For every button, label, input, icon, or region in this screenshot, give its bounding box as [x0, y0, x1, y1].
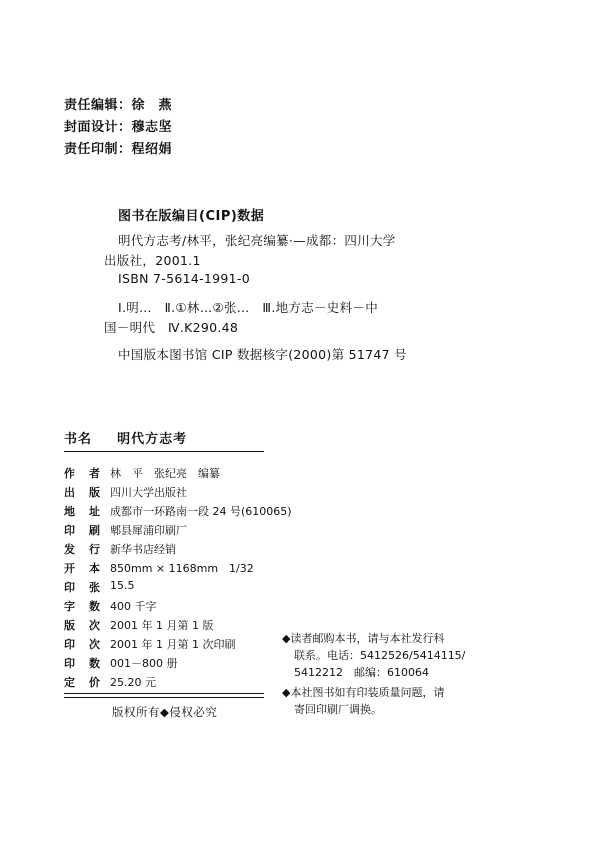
title-rule: [64, 451, 264, 452]
book-name-label: 书名: [64, 432, 93, 447]
spec-value-publisher: 四川大学出版社: [110, 486, 187, 499]
spec-value-sheets: 15.5: [110, 579, 135, 592]
spec-value-distribution: 新华书店经销: [110, 543, 176, 556]
spec-label-printer: 印 刷: [64, 524, 100, 537]
credit-editor: 责任编辑：徐 燕: [64, 98, 173, 113]
credit-cover-designer: 封面设计：穆志坚: [64, 120, 173, 135]
credit-printing: 责任印制：程绍娟: [64, 142, 173, 157]
cip-line-4: Ⅰ.明… Ⅱ.①林…②张… Ⅲ.地方志－史料－中: [118, 300, 378, 315]
spec-label-price: 定 价: [64, 676, 100, 689]
cip-record-number: 中国版本图书馆 CIP 数据核字(2000)第 51747 号: [118, 347, 407, 362]
cip-line-2: 出版社，2001.1: [104, 253, 201, 268]
mail-order-note-line-1: ◆读者邮购本书，请与本社发行科: [282, 632, 445, 645]
quality-note-line-1: ◆本社图书如有印装质量问题，请: [282, 686, 445, 699]
spec-label-address: 地 址: [64, 505, 100, 518]
spec-label-printing: 印 次: [64, 638, 100, 651]
cip-isbn: ISBN 7-5614-1991-0: [118, 271, 250, 286]
spec-value-format: 850mm × 1168mm 1/32: [110, 562, 254, 575]
specs-bottom-rule-2: [64, 697, 264, 698]
credit-printing-label: 责任印制: [64, 142, 119, 157]
rights-notice: 版权所有◆侵权必究: [112, 705, 218, 719]
mail-order-note: [282, 630, 465, 681]
quality-note: [282, 684, 444, 718]
credit-editor-label: 责任编辑: [64, 98, 119, 113]
spec-label-edition: 版 次: [64, 619, 100, 632]
credit-cover-value: 穆志坚: [131, 120, 173, 135]
spec-value-edition: 2001 年 1 月第 1 版: [110, 619, 214, 632]
cip-line-1: 明代方志考/林平，张纪亮编纂·—成都：四川大学: [118, 233, 396, 248]
specs-bottom-rule: [64, 693, 264, 694]
credit-cover-label: 封面设计: [64, 120, 119, 135]
spec-label-author: 作 者: [64, 467, 100, 480]
spec-label-distribution: 发 行: [64, 543, 100, 556]
spec-label-word-count: 字 数: [64, 600, 100, 613]
book-title: 明代方志考: [117, 432, 188, 447]
quality-note-line-2: 寄回印刷厂调换。: [294, 703, 382, 716]
spec-label-print-run: 印 数: [64, 657, 100, 670]
spec-label-format: 开 本: [64, 562, 100, 575]
spec-value-author: 林 平 张纪亮 编纂: [110, 467, 220, 480]
spec-label-publisher: 出 版: [64, 486, 100, 499]
spec-value-print-run: 001－800 册: [110, 657, 178, 670]
mail-order-note-line-2: 联系。电话：5412526/5414115/: [294, 649, 466, 662]
spec-value-address: 成都市一环路南一段 24 号(610065): [110, 505, 292, 518]
cip-line-5: 国－明代 Ⅳ.K290.48: [104, 320, 239, 335]
spec-label-sheets: 印 张: [64, 581, 100, 594]
spec-value-price: 25.20 元: [110, 676, 156, 689]
book-title-row: [64, 428, 187, 447]
credit-printing-value: 程绍娟: [131, 142, 173, 157]
mail-order-note-line-3: 5412212 邮编：610064: [294, 666, 429, 679]
spec-value-printer: 郫县犀浦印刷厂: [110, 524, 187, 537]
spec-value-printing: 2001 年 1 月第 1 次印刷: [110, 638, 236, 651]
credit-editor-value: 徐 燕: [131, 98, 173, 113]
cip-heading: 图书在版编目(CIP)数据: [118, 209, 265, 224]
spec-value-word-count: 400 千字: [110, 600, 157, 613]
